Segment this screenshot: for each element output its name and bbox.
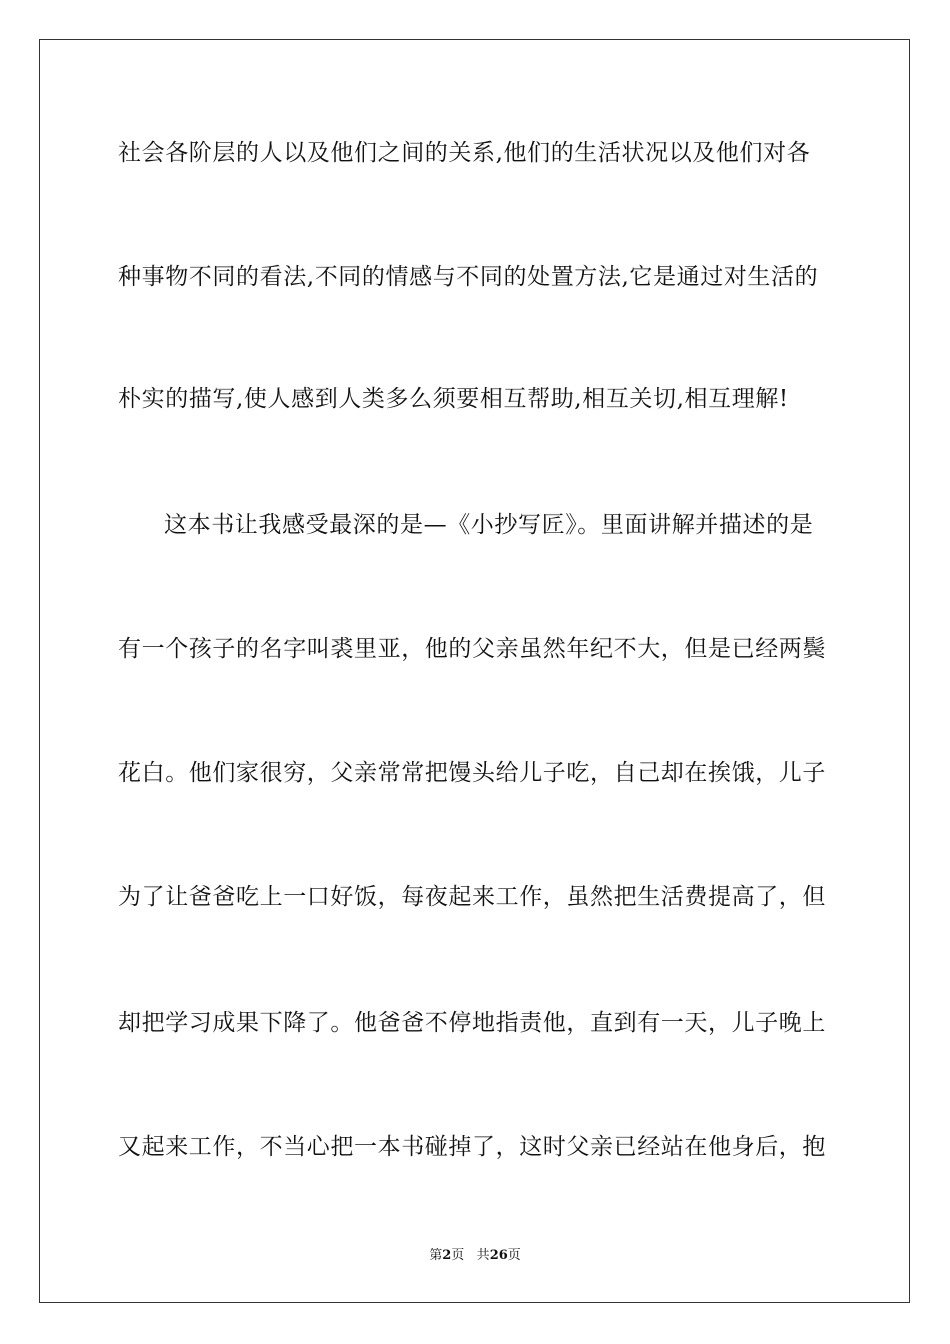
text-line: 却把学习成果下降了。他爸爸不停地指责他，直到有一天，儿子晚上: [118, 1010, 826, 1036]
footer-total-pages: 26: [489, 1248, 508, 1263]
text-line: 种事物不同的看法,不同的情感与不同的处置方法,它是通过对生活的: [118, 264, 819, 290]
footer-page-number: 2: [442, 1248, 452, 1263]
page-border: [39, 39, 910, 1303]
text-line: 社会各阶层的人以及他们之间的关系,他们的生活状况以及他们对各: [118, 140, 811, 166]
text-line: 又起来工作，不当心把一本书碰掉了，这时父亲已经站在他身后，抱: [118, 1134, 826, 1160]
text-line: 朴实的描写,使人感到人类多么须要相互帮助,相互关切,相互理解!: [118, 386, 789, 412]
text-line: 有一个孩子的名字叫裘里亚，他的父亲虽然年纪不大，但是已经两鬓: [118, 636, 826, 662]
footer-page-prefix: 第: [429, 1248, 443, 1263]
paragraph-first-line: 这本书让我感受最深的是—《小抄写匠》。里面讲解并描述的是: [164, 512, 814, 538]
page-footer: [0, 1247, 950, 1265]
text-line: 花白。他们家很穷，父亲常常把馒头给儿子吃，自己却在挨饿，儿子: [118, 760, 826, 786]
footer-total-prefix: 共: [476, 1248, 490, 1263]
footer-total-suffix: 页: [507, 1248, 521, 1263]
footer-page-suffix: 页: [451, 1248, 465, 1263]
text-line: 为了让爸爸吃上一口好饭，每夜起来工作，虽然把生活费提高了，但: [118, 884, 826, 910]
